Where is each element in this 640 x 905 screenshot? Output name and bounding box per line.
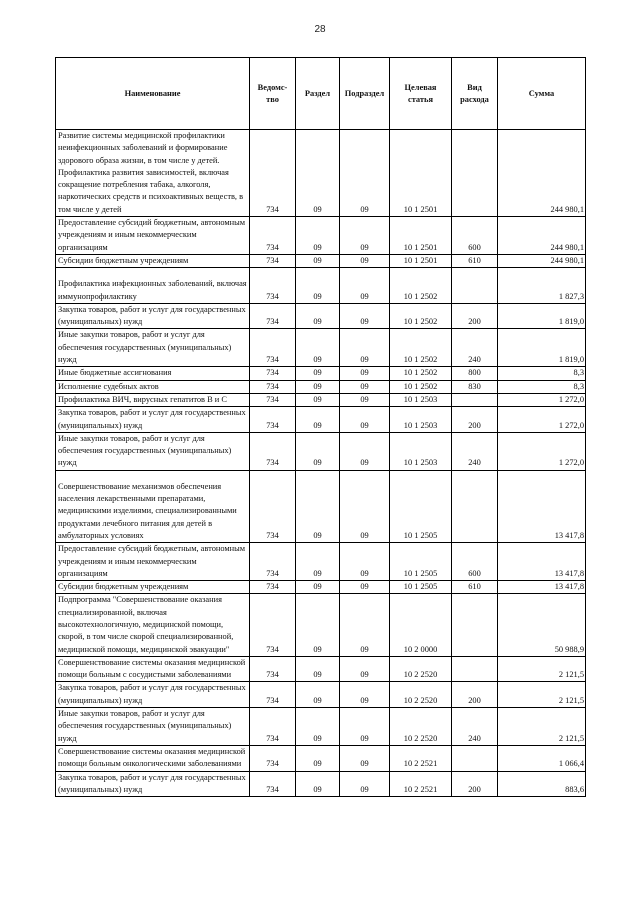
cell-celevaya-statya: 10 2 2520	[390, 656, 452, 682]
cell-summa: 2 121,5	[498, 656, 586, 682]
cell-podrazdel: 09	[340, 745, 390, 771]
cell-podrazdel: 09	[340, 130, 390, 217]
cell-vid-rashoda: 240	[452, 329, 498, 367]
table-row	[56, 656, 586, 682]
cell-celevaya-statya: 10 1 2503	[390, 407, 452, 433]
cell-podrazdel: 09	[340, 581, 390, 594]
header-summa: Сумма	[498, 58, 586, 130]
cell-razdel: 09	[296, 594, 340, 656]
cell-name: Предоставление субсидий бюджетным, автономным учреждениям и иным некоммерческим организациям	[56, 543, 250, 581]
cell-name: Иные закупки товаров, работ и услуг для обеспечения государственных (муниципальных) нужд	[56, 329, 250, 367]
table-row	[56, 303, 586, 329]
cell-summa: 8,3	[498, 367, 586, 380]
cell-name: Профилактика ВИЧ, вирусных гепатитов В и С	[56, 393, 250, 406]
cell-vedomstvo: 734	[250, 594, 296, 656]
cell-vedomstvo: 734	[250, 708, 296, 746]
cell-name: Совершенствование механизмов обеспечения населения лекарственными препаратами, медицинскими изделиями, специализированными продуктами лечебного питания для детей в амбулаторных условиях	[56, 470, 250, 542]
cell-name: Иные закупки товаров, работ и услуг для обеспечения государственных (муниципальных) нужд	[56, 432, 250, 470]
cell-summa: 1 272,0	[498, 432, 586, 470]
header-name: Наименование	[56, 58, 250, 130]
cell-name: Подпрограмма "Совершенствование оказания специализированной, включая высокотехнологичную, медицинской помощи, скорой, в том числе скорой специализированной, медицинской помощи, медицинской эвакуации"	[56, 594, 250, 656]
cell-summa: 1 819,0	[498, 303, 586, 329]
cell-summa: 244 980,1	[498, 217, 586, 255]
cell-vid-rashoda	[452, 393, 498, 406]
cell-vid-rashoda: 830	[452, 380, 498, 393]
cell-vedomstvo: 734	[250, 268, 296, 304]
cell-vid-rashoda: 200	[452, 682, 498, 708]
cell-vid-rashoda	[452, 745, 498, 771]
cell-celevaya-statya: 10 2 0000	[390, 594, 452, 656]
cell-vedomstvo: 734	[250, 432, 296, 470]
header-vedomstvo: Ведомс- тво	[250, 58, 296, 130]
table-row	[56, 543, 586, 581]
cell-vid-rashoda: 610	[452, 581, 498, 594]
cell-summa: 883,6	[498, 771, 586, 797]
cell-vid-rashoda	[452, 130, 498, 217]
cell-vid-rashoda: 200	[452, 407, 498, 433]
cell-name: Субсидии бюджетным учреждениям	[56, 254, 250, 267]
cell-name: Иные закупки товаров, работ и услуг для обеспечения государственных (муниципальных) нужд	[56, 708, 250, 746]
table-row	[56, 771, 586, 797]
cell-vedomstvo: 734	[250, 380, 296, 393]
cell-celevaya-statya: 10 1 2505	[390, 470, 452, 542]
cell-podrazdel: 09	[340, 380, 390, 393]
cell-vid-rashoda: 200	[452, 303, 498, 329]
cell-razdel: 09	[296, 407, 340, 433]
table-row	[56, 708, 586, 746]
cell-summa: 2 121,5	[498, 682, 586, 708]
table-row	[56, 254, 586, 267]
cell-podrazdel: 09	[340, 407, 390, 433]
table-row	[56, 581, 586, 594]
cell-vedomstvo: 734	[250, 407, 296, 433]
table-header-row	[56, 58, 586, 130]
table-row	[56, 745, 586, 771]
cell-razdel: 09	[296, 130, 340, 217]
cell-razdel: 09	[296, 745, 340, 771]
cell-razdel: 09	[296, 771, 340, 797]
cell-summa: 1 819,0	[498, 329, 586, 367]
table-row	[56, 130, 586, 217]
cell-name: Исполнение судебных актов	[56, 380, 250, 393]
cell-summa: 2 121,5	[498, 708, 586, 746]
cell-razdel: 09	[296, 380, 340, 393]
cell-name: Закупка товаров, работ и услуг для государственных (муниципальных) нужд	[56, 407, 250, 433]
cell-vid-rashoda: 200	[452, 771, 498, 797]
cell-podrazdel: 09	[340, 329, 390, 367]
cell-razdel: 09	[296, 708, 340, 746]
cell-razdel: 09	[296, 303, 340, 329]
table-row	[56, 594, 586, 656]
cell-vid-rashoda	[452, 470, 498, 542]
cell-name: Совершенствование системы оказания медицинской помощи больным онкологическими заболеваниями	[56, 745, 250, 771]
cell-podrazdel: 09	[340, 543, 390, 581]
table-row	[56, 393, 586, 406]
cell-vid-rashoda: 800	[452, 367, 498, 380]
cell-celevaya-statya: 10 2 2520	[390, 682, 452, 708]
cell-celevaya-statya: 10 1 2503	[390, 432, 452, 470]
cell-vedomstvo: 734	[250, 217, 296, 255]
cell-summa: 1 272,0	[498, 393, 586, 406]
cell-celevaya-statya: 10 1 2505	[390, 581, 452, 594]
cell-name: Закупка товаров, работ и услуг для государственных (муниципальных) нужд	[56, 771, 250, 797]
cell-celevaya-statya: 10 2 2520	[390, 708, 452, 746]
cell-vedomstvo: 734	[250, 393, 296, 406]
cell-celevaya-statya: 10 1 2503	[390, 393, 452, 406]
cell-name: Субсидии бюджетным учреждениям	[56, 581, 250, 594]
cell-vedomstvo: 734	[250, 745, 296, 771]
cell-celevaya-statya: 10 1 2501	[390, 254, 452, 267]
page-number: 28	[314, 24, 326, 35]
cell-razdel: 09	[296, 682, 340, 708]
cell-name: Профилактика инфекционных заболеваний, включая иммунопрофилактику	[56, 268, 250, 304]
cell-razdel: 09	[296, 329, 340, 367]
cell-vid-rashoda	[452, 268, 498, 304]
table-row	[56, 367, 586, 380]
cell-podrazdel: 09	[340, 708, 390, 746]
cell-summa: 13 417,8	[498, 543, 586, 581]
cell-vid-rashoda: 600	[452, 217, 498, 255]
cell-podrazdel: 09	[340, 367, 390, 380]
cell-celevaya-statya: 10 1 2502	[390, 268, 452, 304]
table-row	[56, 432, 586, 470]
cell-celevaya-statya: 10 1 2501	[390, 130, 452, 217]
cell-podrazdel: 09	[340, 217, 390, 255]
budget-table	[55, 57, 586, 797]
cell-vedomstvo: 734	[250, 656, 296, 682]
cell-celevaya-statya: 10 1 2502	[390, 329, 452, 367]
cell-name: Закупка товаров, работ и услуг для государственных (муниципальных) нужд	[56, 303, 250, 329]
cell-podrazdel: 09	[340, 682, 390, 708]
header-podrazdel: Подраздел	[340, 58, 390, 130]
cell-vid-rashoda	[452, 656, 498, 682]
cell-celevaya-statya: 10 1 2501	[390, 217, 452, 255]
cell-podrazdel: 09	[340, 432, 390, 470]
cell-summa: 244 980,1	[498, 254, 586, 267]
cell-vid-rashoda: 600	[452, 543, 498, 581]
cell-name: Совершенствование системы оказания медицинской помощи больным с сосудистыми заболеваниями	[56, 656, 250, 682]
cell-summa: 1 066,4	[498, 745, 586, 771]
cell-vedomstvo: 734	[250, 543, 296, 581]
cell-podrazdel: 09	[340, 393, 390, 406]
cell-summa: 13 417,8	[498, 470, 586, 542]
cell-razdel: 09	[296, 268, 340, 304]
cell-celevaya-statya: 10 1 2502	[390, 367, 452, 380]
cell-vedomstvo: 734	[250, 367, 296, 380]
cell-vid-rashoda: 240	[452, 432, 498, 470]
cell-vedomstvo: 734	[250, 771, 296, 797]
cell-razdel: 09	[296, 432, 340, 470]
cell-vedomstvo: 734	[250, 130, 296, 217]
cell-razdel: 09	[296, 543, 340, 581]
cell-celevaya-statya: 10 2 2521	[390, 745, 452, 771]
cell-summa: 50 988,9	[498, 594, 586, 656]
table-row	[56, 217, 586, 255]
header-vid-rashoda: Вид расхода	[452, 58, 498, 130]
cell-podrazdel: 09	[340, 771, 390, 797]
table-row	[56, 470, 586, 542]
cell-podrazdel: 09	[340, 268, 390, 304]
cell-razdel: 09	[296, 217, 340, 255]
table-row	[56, 380, 586, 393]
cell-vedomstvo: 734	[250, 254, 296, 267]
cell-summa: 13 417,8	[498, 581, 586, 594]
cell-summa: 244 980,1	[498, 130, 586, 217]
table-row	[56, 329, 586, 367]
cell-vid-rashoda: 610	[452, 254, 498, 267]
cell-razdel: 09	[296, 393, 340, 406]
cell-celevaya-statya: 10 1 2502	[390, 380, 452, 393]
cell-podrazdel: 09	[340, 254, 390, 267]
table-row	[56, 407, 586, 433]
cell-summa: 1 272,0	[498, 407, 586, 433]
cell-razdel: 09	[296, 470, 340, 542]
cell-razdel: 09	[296, 367, 340, 380]
cell-summa: 1 827,3	[498, 268, 586, 304]
cell-name: Развитие системы медицинской профилактики неинфекционных заболеваний и формирование здорового образа жизни, в том числе у детей. Профилактика развития зависимостей, включая сокращение потребления табака, алкоголя, наркотических средств и психоактивных веществ, в том числе у детей	[56, 130, 250, 217]
header-celevaya-statya: Целевая статья	[390, 58, 452, 130]
cell-celevaya-statya: 10 1 2502	[390, 303, 452, 329]
cell-vid-rashoda: 240	[452, 708, 498, 746]
cell-podrazdel: 09	[340, 594, 390, 656]
cell-podrazdel: 09	[340, 470, 390, 542]
cell-name: Предоставление субсидий бюджетным, автономным учреждениям и иным некоммерческим организациям	[56, 217, 250, 255]
cell-vedomstvo: 734	[250, 470, 296, 542]
cell-name: Закупка товаров, работ и услуг для государственных (муниципальных) нужд	[56, 682, 250, 708]
table-row	[56, 268, 586, 304]
table-row	[56, 682, 586, 708]
cell-vedomstvo: 734	[250, 682, 296, 708]
cell-vedomstvo: 734	[250, 581, 296, 594]
cell-celevaya-statya: 10 2 2521	[390, 771, 452, 797]
cell-razdel: 09	[296, 656, 340, 682]
cell-vedomstvo: 734	[250, 303, 296, 329]
cell-summa: 8,3	[498, 380, 586, 393]
header-razdel: Раздел	[296, 58, 340, 130]
cell-podrazdel: 09	[340, 303, 390, 329]
cell-celevaya-statya: 10 1 2505	[390, 543, 452, 581]
cell-vedomstvo: 734	[250, 329, 296, 367]
cell-podrazdel: 09	[340, 656, 390, 682]
cell-razdel: 09	[296, 254, 340, 267]
cell-vid-rashoda	[452, 594, 498, 656]
cell-name: Иные бюджетные ассигнования	[56, 367, 250, 380]
cell-razdel: 09	[296, 581, 340, 594]
